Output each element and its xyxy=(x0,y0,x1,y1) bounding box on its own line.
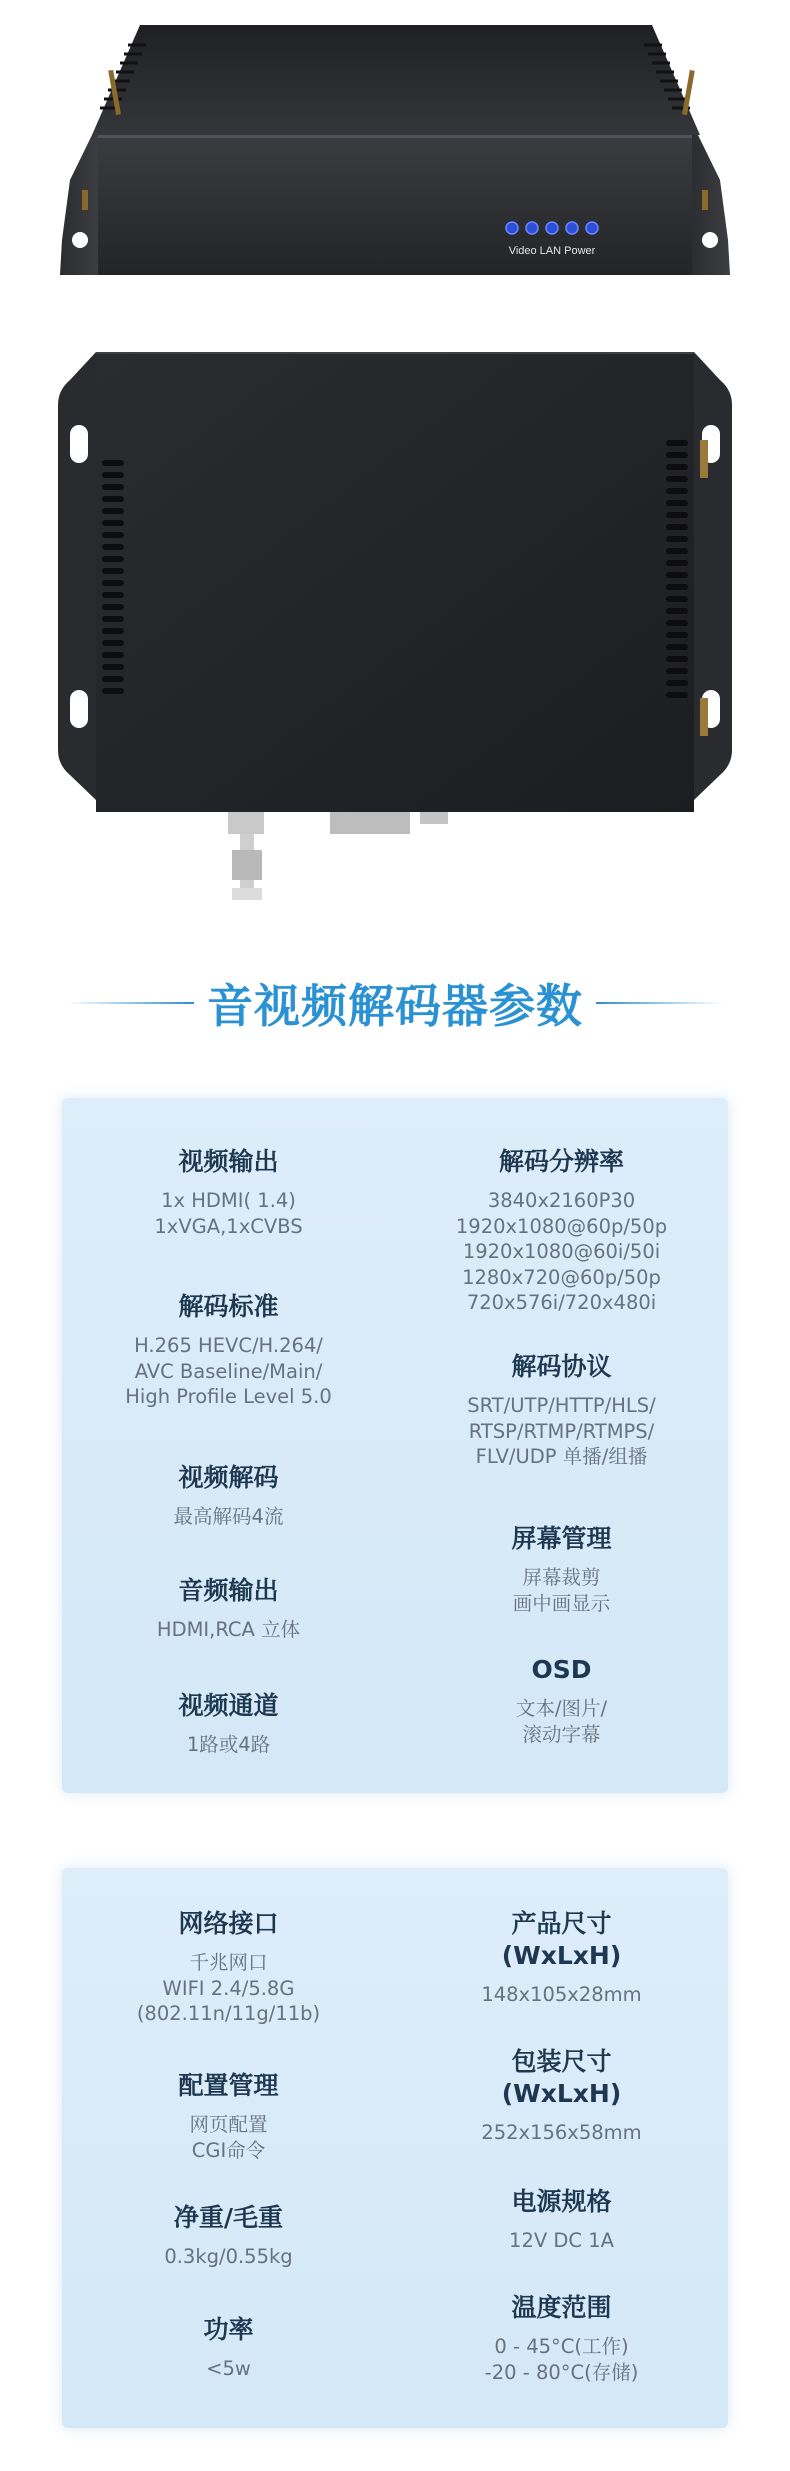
spec-value: 12V DC 1A xyxy=(509,2229,614,2252)
spec-card-decoding xyxy=(62,1098,728,1793)
title-decor-right xyxy=(596,1002,724,1004)
spec-label: 视频输出 xyxy=(178,1147,279,1176)
spec-config-management xyxy=(62,2070,395,2163)
spec-power-consumption xyxy=(62,2314,395,2382)
decoder-top-view xyxy=(0,340,790,920)
spec-decoding-resolution xyxy=(395,1146,728,1316)
spec-package-size xyxy=(395,2046,728,2146)
spec-label: 解码分辨率 xyxy=(498,1147,624,1176)
spec-label: 配置管理 xyxy=(178,2071,279,2100)
spec-value: 屏幕裁剪 画中画显示 xyxy=(512,1566,611,1615)
spec-value: <5w xyxy=(206,2357,251,2380)
spec-value: SRT/UTP/HTTP/HLS/ RTSP/RTMP/RTMPS/ FLV/UDP 单播/组播 xyxy=(467,1394,656,1468)
spec-label: OSD xyxy=(531,1655,592,1684)
spec-product-size xyxy=(395,1908,728,2008)
spec-label: 音频输出 xyxy=(178,1576,279,1605)
spec-label: 产品尺寸 (WxLxH) xyxy=(501,1909,622,1970)
spec-label: 温度范围 xyxy=(511,2293,612,2322)
spec-decoding-standard xyxy=(62,1291,395,1410)
section-title-text: 音视频解码器参数 xyxy=(207,979,583,1033)
spec-temperature-range xyxy=(395,2292,728,2385)
spec-label: 视频通道 xyxy=(178,1691,279,1720)
spec-video-channels xyxy=(62,1690,395,1758)
spec-value: 1x HDMI( 1.4) 1xVGA,1xCVBS xyxy=(154,1189,303,1238)
spec-card-hardware xyxy=(62,1868,728,2428)
spec-value: 0.3kg/0.55kg xyxy=(164,2245,293,2268)
spec-weight xyxy=(62,2202,395,2270)
spec-screen-management xyxy=(395,1523,728,1616)
spec-video-decoding xyxy=(62,1462,395,1530)
spec-value: H.265 HEVC/H.264/ AVC Baseline/Main/ High Profile Level 5.0 xyxy=(125,1334,332,1408)
spec-label: 网络接口 xyxy=(178,1909,279,1938)
spec-label: 解码标准 xyxy=(178,1292,279,1321)
spec-value: 148x105x28mm xyxy=(481,1983,642,2006)
spec-power-supply xyxy=(395,2186,728,2254)
spec-video-output xyxy=(62,1146,395,1239)
spec-value: 最高解码4流 xyxy=(173,1505,284,1528)
spec-label: 屏幕管理 xyxy=(511,1524,612,1553)
spec-value: 0 - 45°C(工作) -20 - 80°C(存储) xyxy=(484,2335,639,2384)
spec-decoding-protocol xyxy=(395,1351,728,1470)
spec-value: 3840x2160P30 1920x1080@60p/50p 1920x1080@60i/50i 1280x720@60p/50p 720x576i/720x480i xyxy=(455,1189,668,1314)
spec-value: 千兆网口 WIFI 2.4/5.8G (802.11n/11g/11b) xyxy=(136,1951,321,2025)
decoder-front-view xyxy=(0,0,790,300)
spec-network-interface xyxy=(62,1908,395,2027)
spec-value: 1路或4路 xyxy=(186,1733,271,1756)
spec-value: HDMI,RCA 立体 xyxy=(156,1618,301,1641)
spec-label: 视频解码 xyxy=(178,1463,279,1492)
spec-value: 网页配置 CGI命令 xyxy=(189,2113,268,2162)
spec-label: 解码协议 xyxy=(511,1352,612,1381)
spec-value: 252x156x58mm xyxy=(481,2121,642,2144)
indicator-label: Video LAN Power xyxy=(508,245,596,257)
spec-label: 包装尺寸 (WxLxH) xyxy=(501,2047,622,2108)
spec-label: 功率 xyxy=(203,2315,254,2344)
spec-label: 净重/毛重 xyxy=(173,2203,284,2232)
spec-label: 电源规格 xyxy=(511,2187,612,2216)
section-title xyxy=(0,960,790,1040)
spec-audio-output xyxy=(62,1575,395,1643)
spec-osd xyxy=(395,1654,728,1747)
spec-value: 文本/图片/ 滚动字幕 xyxy=(515,1697,608,1746)
